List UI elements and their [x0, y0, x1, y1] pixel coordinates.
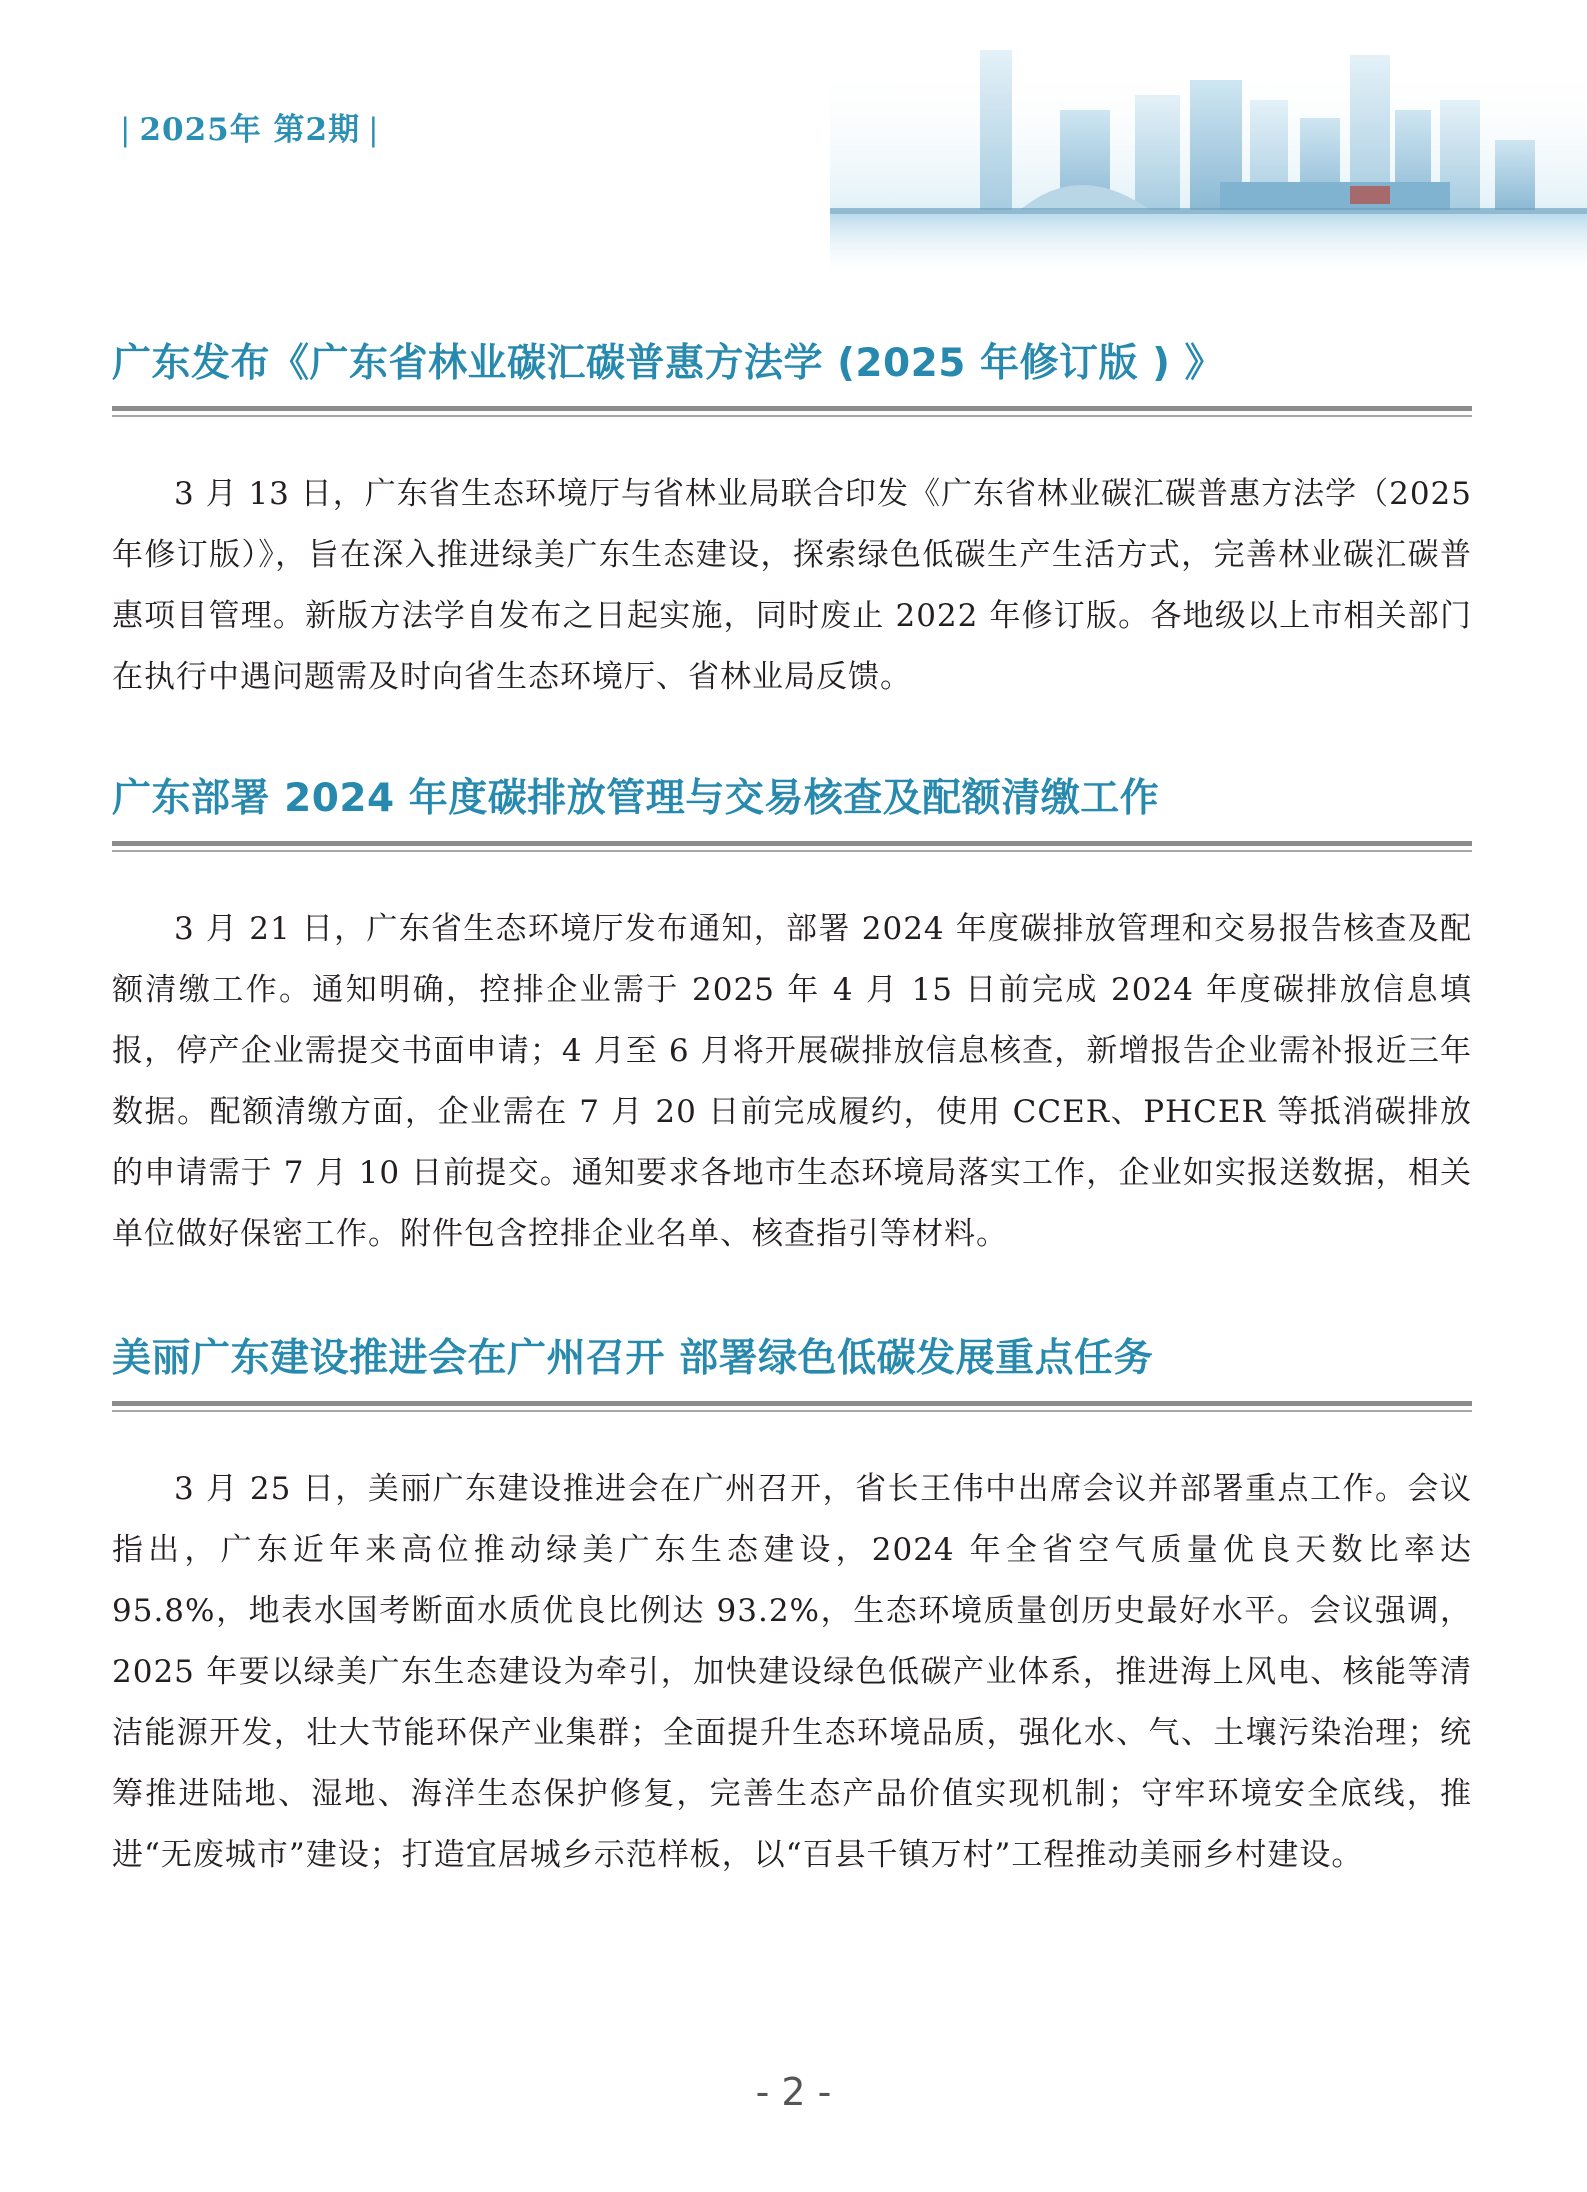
issue-label	[112, 104, 388, 149]
section-title: 广东发布《广东省林业碳汇碳普惠方法学 (2025 年修订版 ) 》	[112, 341, 1225, 386]
issue-bar-right: |	[368, 112, 380, 148]
city-skyline-illustration	[830, 0, 1587, 280]
section-title: 美丽广东建设推进会在广州召开 部署绿色低碳发展重点任务	[112, 1336, 1154, 1381]
page-number: - 2 -	[755, 2070, 832, 2114]
tower-10	[1495, 140, 1535, 210]
tower-1	[980, 50, 1012, 210]
title-rule	[112, 406, 1472, 414]
section-body: 3 月 13 日，广东省生态环境厅与省林业局联合印发《广东省林业碳汇碳普惠方法学（2025 年修订版）》，旨在深入推进绿美广东生态建设，探索绿色低碳生产生活方式，完善林业碳汇碳普惠项目管理。新版方法学自发布之日起实施，同时废止 2022 年修订版。各地级以上市相关部门在执行中遇问题需及时向省生态环境厅、省林业局反馈。	[112, 476, 1472, 695]
section-title: 广东部署 2024 年度碳排放管理与交易核查及配额清缴工作	[112, 776, 1160, 821]
river-water	[830, 214, 1587, 280]
waterfront-building	[1220, 182, 1450, 210]
section-body: 3 月 25 日，美丽广东建设推进会在广州召开，省长王伟中出席会议并部署重点工作。会议指出，广东近年来高位推动绿美广东生态建设，2024 年全省空气质量优良天数比率达 95.8%，地表水国考断面水质优良比例达 93.2%，生态环境质量创历史最好水平。会议强调，2025 年要以绿美广东生态建设为牵引，加快建设绿色低碳产业体系，推进海上风电、核能等清洁能源开发，壮大节能环保产业集群；全面提升生态环境品质，强化水、气、土壤污染治理；统筹推进陆地、湿地、海洋生态保护修复，完善生态产品价值实现机制；守牢环境安全底线，推进“无废城市”建设；打造宜居城乡示范样板，以“百县千镇万村”工程推动美丽乡村建设。	[112, 1471, 1472, 1873]
issue-text: 2025年 第2期	[139, 112, 361, 148]
title-rule	[112, 1401, 1472, 1409]
news-section-2	[112, 773, 1472, 1265]
issue-bar-left: |	[120, 112, 132, 148]
red-accent	[1350, 186, 1390, 204]
shoreline	[830, 208, 1587, 214]
section-body: 3 月 21 日，广东省生态环境厅发布通知，部署 2024 年度碳排放管理和交易报告核查及配额清缴工作。通知明确，控排企业需于 2025 年 4 月 15 日前完成 2024 年度碳排放信息填报，停产企业需提交书面申请；4 月至 6 月将开展碳排放信息核查，新增报告企业需补报近三年数据。配额清缴方面，企业需在 7 月 20 日前完成履约，使用 CCER、PHCER 等抵消碳排放的申请需于 7 月 10 日前提交。通知要求各地市生态环境局落实工作，企业如实报送数据，相关单位做好保密工作。附件包含控排企业名单、核查指引等材料。	[112, 911, 1472, 1252]
tower-3	[1135, 95, 1180, 210]
news-section-1	[112, 338, 1472, 708]
title-rule	[112, 841, 1472, 849]
news-section-3	[112, 1333, 1472, 1886]
